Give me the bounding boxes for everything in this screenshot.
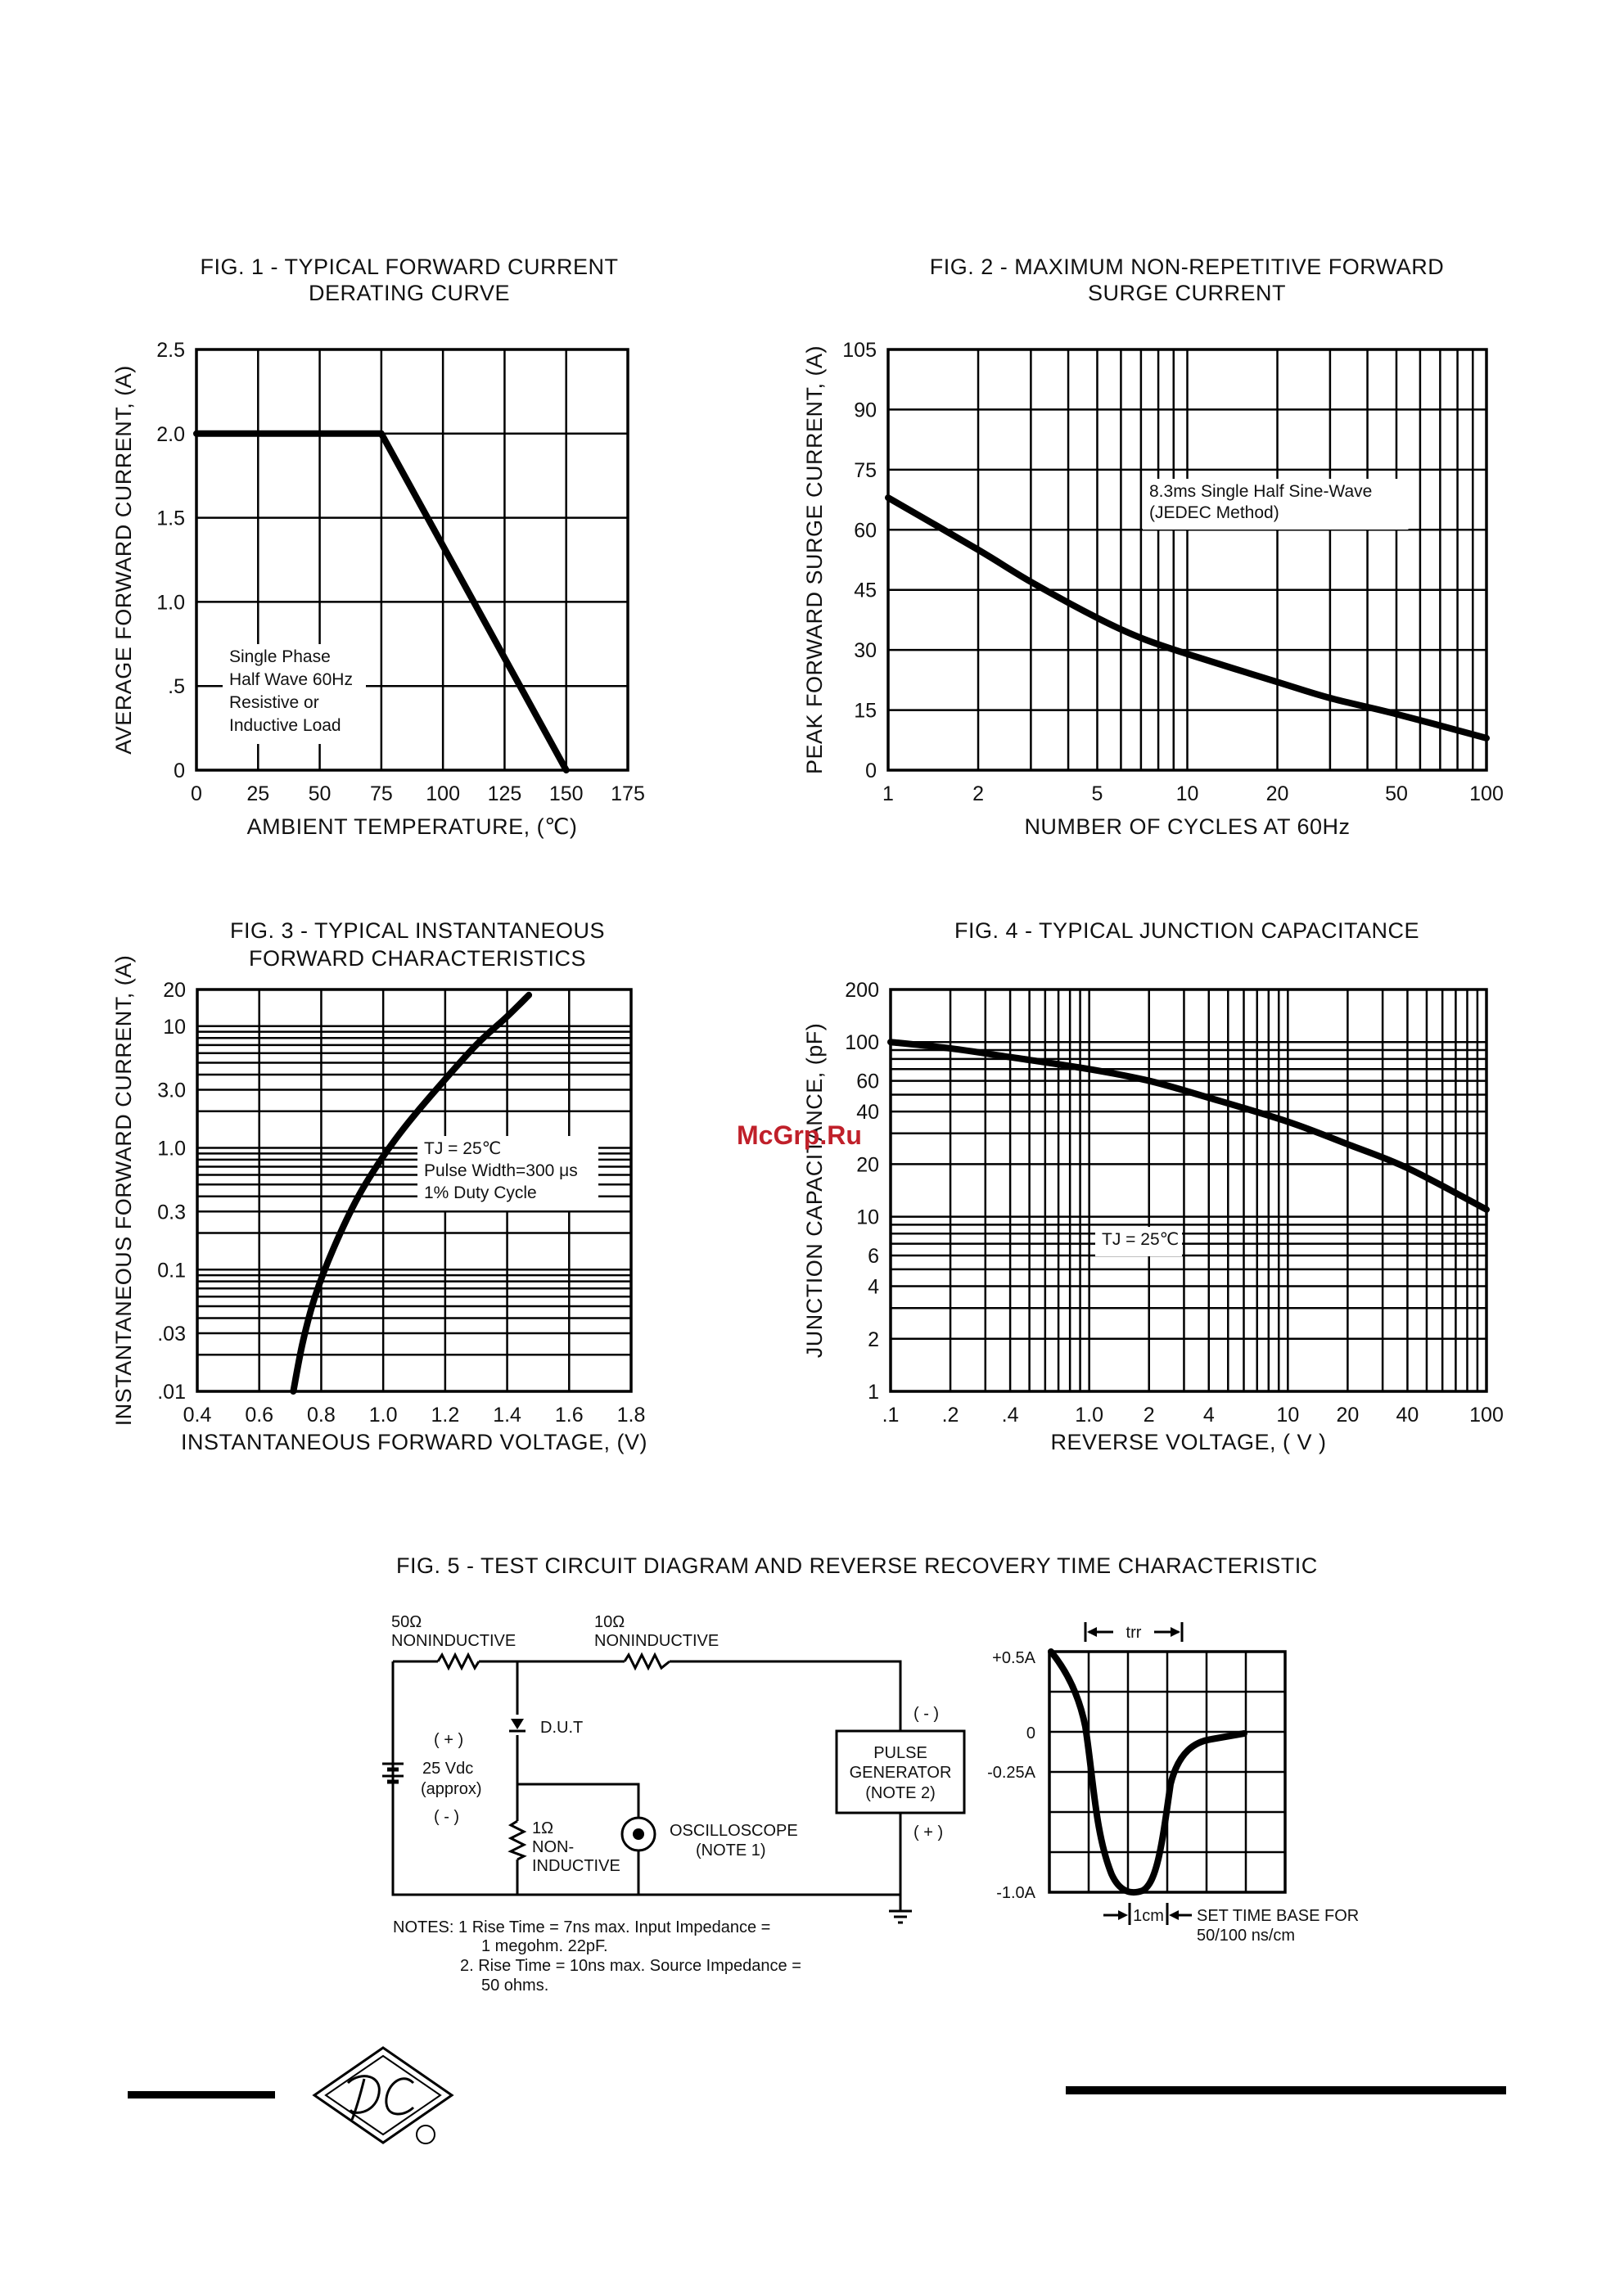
wire (393, 1661, 900, 1895)
y-tick-label: 105 (842, 339, 877, 362)
x-tick-label: 20 (1265, 782, 1289, 805)
dut-label: D.U.T (540, 1719, 584, 1737)
y-tick-label: 3.0 (157, 1079, 186, 1102)
x-tick-label: 2 (972, 782, 984, 805)
x-tick-label: 100 (1469, 1404, 1504, 1427)
x-tick-label: 1 (882, 782, 894, 805)
x-tick-label: 1.8 (616, 1404, 646, 1427)
footer-bar-right (1066, 2086, 1506, 2094)
y-tick-label: 60 (856, 1070, 879, 1093)
y-axis-label: PEAK FORWARD SURGE CURRENT, (A) (802, 345, 827, 775)
x-tick-label: 4 (1202, 1404, 1215, 1427)
chart-title: DERATING CURVE (308, 281, 511, 305)
x-tick-label: 10 (1175, 782, 1199, 805)
diode-icon (511, 1719, 524, 1729)
fig5-test-circuit (382, 1553, 1359, 1995)
y-tick-label: 2 (868, 1328, 879, 1351)
y-tick-label: 1.0 (157, 1137, 186, 1161)
chart-title: FORWARD CHARACTERISTICS (248, 946, 587, 971)
x-tick-label: 125 (487, 782, 522, 805)
battery-voltage: 25 Vdc (422, 1760, 474, 1778)
series-line (891, 1042, 1486, 1210)
annotation-text: TJ = 25℃ (424, 1139, 502, 1158)
annotation-text: Single Phase (229, 647, 331, 666)
x-tick-label: 5 (1091, 782, 1103, 805)
y-tick-label: .03 (157, 1323, 186, 1346)
r2-value: 10Ω (594, 1613, 625, 1631)
chart-title: FIG. 4 - TYPICAL JUNCTION CAPACITANCE (954, 918, 1420, 943)
fig2-chart (802, 255, 1504, 839)
notes-line-4: 50 ohms. (481, 1977, 549, 1995)
fig3-chart (111, 918, 647, 1454)
x-axis-label: REVERSE VOLTAGE, ( V ) (1050, 1430, 1327, 1454)
r3-type-1: NON- (532, 1838, 575, 1856)
chart-title: SURGE CURRENT (1087, 281, 1287, 305)
y-tick-label: 45 (854, 579, 877, 602)
y-tick-label: 0 (174, 760, 185, 782)
trr-waveform-grid (1049, 1652, 1285, 1892)
y-tick-label: 1.5 (156, 507, 185, 530)
y-tick-label: 60 (854, 519, 877, 543)
x-tick-label: 1.0 (368, 1404, 398, 1427)
trr-y-label: +0.5A (992, 1649, 1035, 1667)
fig5-title: FIG. 5 - TEST CIRCUIT DIAGRAM AND REVERSE RECOVERY TIME CHARACTERISTIC (396, 1553, 1318, 1578)
annotation-text: 1% Duty Cycle (424, 1183, 537, 1202)
x-tick-label: 1.0 (1075, 1404, 1104, 1427)
annotation-text: Resistive or (229, 693, 319, 712)
r2-type: NONINDUCTIVE (594, 1632, 720, 1650)
trr-y-label: -1.0A (996, 1884, 1035, 1902)
resistor-10ohm (625, 1655, 670, 1668)
battery-minus: ( - ) (434, 1808, 460, 1826)
annotation-text: Pulse Width=300 μs (424, 1161, 578, 1180)
y-tick-label: 0.3 (157, 1201, 186, 1224)
y-tick-label: 100 (845, 1031, 879, 1055)
y-tick-label: .5 (168, 675, 185, 699)
chart-title: FIG. 1 - TYPICAL FORWARD CURRENT (200, 255, 619, 279)
x-tick-label: 2 (1143, 1404, 1155, 1427)
y-tick-label: 0.1 (157, 1259, 186, 1283)
y-tick-label: 6 (868, 1244, 879, 1268)
y-tick-label: 10 (856, 1206, 879, 1229)
annotation-text: (JEDEC Method) (1149, 503, 1279, 522)
annotation-text: TJ = 25℃ (1102, 1230, 1180, 1249)
scope-note: (NOTE 1) (696, 1841, 766, 1860)
y-axis-label: AVERAGE FORWARD CURRENT, (A) (111, 365, 136, 755)
y-tick-label: 4 (868, 1275, 879, 1299)
notes-line-2: 1 megohm. 22pF. (481, 1937, 608, 1955)
resistor-50ohm (438, 1655, 479, 1668)
y-tick-label: 40 (856, 1101, 879, 1125)
x-tick-label: 100 (426, 782, 461, 805)
y-axis-label: JUNCTION CAPACITANCE, (pF) (802, 1022, 827, 1359)
r1-value: 50Ω (391, 1613, 422, 1631)
y-tick-label: 30 (854, 639, 877, 663)
r3-value: 1Ω (532, 1819, 554, 1837)
y-axis-label: INSTANTANEOUS FORWARD CURRENT, (A) (111, 954, 136, 1427)
watermark: McGrp.Ru (737, 1120, 862, 1150)
x-tick-label: 175 (611, 782, 645, 805)
x-axis-label: INSTANTANEOUS FORWARD VOLTAGE, (V) (180, 1430, 648, 1454)
x-tick-label: 0 (191, 782, 202, 805)
generator-label-3: (NOTE 2) (865, 1784, 936, 1802)
wire (517, 1784, 638, 1817)
resistor-1ohm (511, 1821, 524, 1860)
x-tick-label: 20 (1336, 1404, 1360, 1427)
cm-label: 1cm (1133, 1907, 1164, 1925)
x-axis-label: AMBIENT TEMPERATURE, (℃) (246, 814, 578, 839)
x-tick-label: 1.6 (554, 1404, 584, 1427)
y-tick-label: 75 (854, 458, 877, 482)
x-tick-label: .2 (941, 1404, 959, 1427)
generator-label-2: GENERATOR (849, 1764, 952, 1782)
y-tick-label: 10 (163, 1015, 186, 1039)
x-tick-label: 25 (246, 782, 270, 805)
annotation-text: 8.3ms Single Half Sine-Wave (1149, 482, 1373, 501)
trr-label: trr (1126, 1624, 1142, 1642)
fig4-chart (802, 918, 1504, 1454)
y-tick-label: 20 (163, 979, 186, 1002)
trr-y-label: 0 (1026, 1724, 1035, 1742)
y-tick-label: 0 (865, 760, 877, 782)
battery-approx: (approx) (421, 1780, 482, 1798)
x-tick-label: 10 (1276, 1404, 1300, 1427)
generator-minus: ( - ) (914, 1705, 940, 1723)
x-tick-label: 1.2 (431, 1404, 460, 1427)
x-tick-label: .4 (1001, 1404, 1019, 1427)
generator-plus: ( + ) (914, 1823, 944, 1841)
trr-y-label: -0.25A (987, 1764, 1035, 1782)
x-tick-label: 0.4 (183, 1404, 212, 1427)
y-tick-label: 200 (845, 979, 879, 1002)
company-logo (314, 2048, 452, 2144)
scope-label: OSCILLOSCOPE (670, 1822, 798, 1840)
notes-line-3: 2. Rise Time = 10ns max. Source Impedance = (460, 1957, 801, 1975)
y-tick-label: 2.5 (156, 339, 185, 362)
x-tick-label: 1.4 (493, 1404, 521, 1427)
timebase-label-2: 50/100 ns/cm (1197, 1927, 1296, 1945)
r3-type-2: INDUCTIVE (532, 1857, 620, 1875)
timebase-label-1: SET TIME BASE FOR (1197, 1907, 1360, 1925)
footer-bar-left (128, 2091, 275, 2098)
x-axis-label: NUMBER OF CYCLES AT 60Hz (1024, 814, 1351, 839)
chart-title: FIG. 3 - TYPICAL INSTANTANEOUS (229, 918, 606, 943)
x-tick-label: 0.6 (245, 1404, 274, 1427)
x-tick-label: 150 (548, 782, 584, 805)
r1-type: NONINDUCTIVE (391, 1632, 517, 1650)
y-tick-label: 20 (856, 1153, 879, 1177)
y-tick-label: 1.0 (156, 591, 185, 615)
notes-line-1: NOTES: 1 Rise Time = 7ns max. Input Impedance = (393, 1918, 771, 1936)
x-tick-label: 0.8 (307, 1404, 336, 1427)
x-tick-label: 50 (1385, 782, 1408, 805)
y-tick-label: 2.0 (156, 422, 185, 446)
y-tick-label: 15 (854, 699, 877, 723)
fig1-chart (111, 255, 645, 839)
x-tick-label: 100 (1469, 782, 1504, 805)
x-tick-label: 50 (308, 782, 332, 805)
chart-title: FIG. 2 - MAXIMUM NON-REPETITIVE FORWARD (929, 255, 1445, 279)
x-tick-label: 75 (369, 782, 393, 805)
wire (670, 1661, 900, 1731)
y-tick-label: .01 (157, 1381, 186, 1404)
battery-plus: ( + ) (434, 1731, 464, 1749)
generator-label-1: PULSE (873, 1744, 927, 1762)
cm-arrow (1118, 1910, 1128, 1920)
annotation-text: Inductive Load (229, 716, 341, 735)
y-tick-label: 90 (854, 399, 877, 422)
x-tick-label: 40 (1396, 1404, 1419, 1427)
y-tick-label: 1 (868, 1381, 879, 1404)
x-tick-label: .1 (882, 1404, 900, 1427)
annotation-text: Half Wave 60Hz (229, 670, 353, 689)
